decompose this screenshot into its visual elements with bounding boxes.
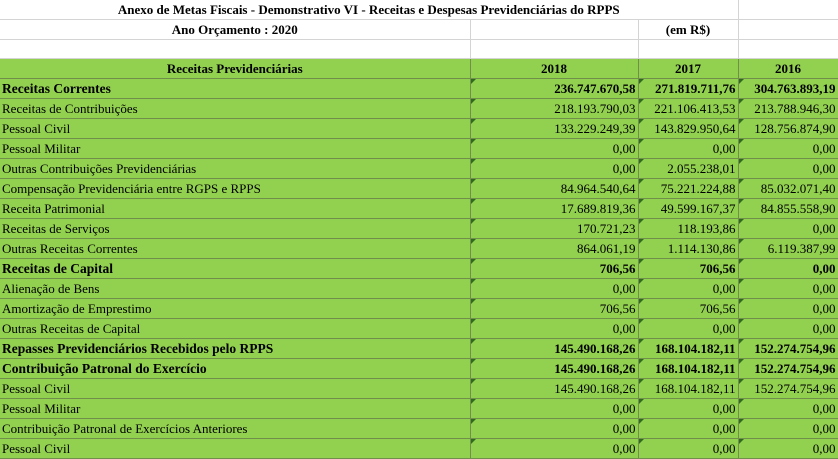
value-2018[interactable]: 0,00 — [470, 279, 638, 299]
value-2016[interactable]: 0,00 — [738, 219, 838, 239]
value-2016[interactable]: 0,00 — [738, 319, 838, 339]
value-2016[interactable]: 0,00 — [738, 299, 838, 319]
table-row — [0, 259, 838, 279]
value-2018[interactable]: 0,00 — [470, 159, 638, 179]
value-2017[interactable]: 706,56 — [638, 299, 738, 319]
row-label[interactable]: Contribuição Patronal de Exercícios Anteriores — [0, 419, 470, 439]
value-2017[interactable]: 271.819.711,76 — [638, 79, 738, 99]
row-label[interactable]: Pessoal Militar — [0, 399, 470, 419]
value-2017[interactable]: 168.104.182,11 — [638, 379, 738, 399]
column-header-2017[interactable]: 2017 — [638, 59, 738, 79]
value-2018[interactable]: 236.747.670,58 — [470, 79, 638, 99]
table-row — [0, 159, 838, 179]
value-2018[interactable]: 17.689.819,36 — [470, 199, 638, 219]
value-2017[interactable]: 75.221.224,88 — [638, 179, 738, 199]
empty-cell[interactable] — [638, 40, 738, 59]
row-label[interactable]: Amortização de Emprestimo — [0, 299, 470, 319]
row-label[interactable]: Repasses Previdenciários Recebidos pelo RPPS — [0, 339, 470, 359]
row-label[interactable]: Outras Receitas Correntes — [0, 239, 470, 259]
value-2017[interactable]: 0,00 — [638, 319, 738, 339]
table-row — [0, 219, 838, 239]
row-label[interactable]: Receitas de Capital — [0, 259, 470, 279]
value-2016[interactable]: 0,00 — [738, 419, 838, 439]
budget-year[interactable]: Ano Orçamento : 2020 — [0, 20, 470, 40]
value-2017[interactable]: 2.055.238,01 — [638, 159, 738, 179]
value-2016[interactable]: 84.855.558,90 — [738, 199, 838, 219]
empty-cell[interactable] — [738, 20, 838, 40]
value-2017[interactable]: 0,00 — [638, 419, 738, 439]
value-2017[interactable]: 1.114.130,86 — [638, 239, 738, 259]
table-row — [0, 99, 838, 119]
value-2016[interactable]: 152.274.754,96 — [738, 379, 838, 399]
row-label[interactable]: Receitas de Serviços — [0, 219, 470, 239]
value-2017[interactable]: 706,56 — [638, 259, 738, 279]
row-label[interactable]: Outras Receitas de Capital — [0, 319, 470, 339]
value-2016[interactable]: 85.032.071,40 — [738, 179, 838, 199]
value-2018[interactable]: 145.490.168,26 — [470, 339, 638, 359]
value-2017[interactable]: 168.104.182,11 — [638, 339, 738, 359]
table-row — [0, 139, 838, 159]
value-2018[interactable]: 0,00 — [470, 139, 638, 159]
value-2018[interactable]: 0,00 — [470, 319, 638, 339]
empty-cell[interactable] — [470, 40, 638, 59]
value-2017[interactable]: 0,00 — [638, 399, 738, 419]
column-header-label[interactable]: Receitas Previdenciárias — [0, 59, 470, 79]
table-row — [0, 419, 838, 439]
table-row — [0, 439, 838, 459]
value-2018[interactable]: 133.229.249,39 — [470, 119, 638, 139]
value-2016[interactable]: 128.756.874,90 — [738, 119, 838, 139]
row-label[interactable]: Pessoal Civil — [0, 379, 470, 399]
table-row — [0, 339, 838, 359]
value-2016[interactable]: 0,00 — [738, 279, 838, 299]
row-label[interactable]: Pessoal Civil — [0, 119, 470, 139]
row-label[interactable]: Pessoal Civil — [0, 439, 470, 459]
value-2016[interactable]: 0,00 — [738, 139, 838, 159]
row-label[interactable]: Receita Patrimonial — [0, 199, 470, 219]
value-2017[interactable]: 0,00 — [638, 279, 738, 299]
row-label[interactable]: Contribuição Patronal do Exercício — [0, 359, 470, 379]
empty-cell[interactable] — [470, 20, 638, 40]
value-2016[interactable]: 0,00 — [738, 399, 838, 419]
value-2016[interactable]: 304.763.893,19 — [738, 79, 838, 99]
value-2016[interactable]: 0,00 — [738, 159, 838, 179]
table-row — [0, 79, 838, 99]
value-2018[interactable]: 218.193.790,03 — [470, 99, 638, 119]
value-2017[interactable]: 118.193,86 — [638, 219, 738, 239]
row-label[interactable]: Alienação de Bens — [0, 279, 470, 299]
value-2018[interactable]: 0,00 — [470, 419, 638, 439]
value-2017[interactable]: 143.829.950,64 — [638, 119, 738, 139]
table-row — [0, 199, 838, 219]
empty-cell[interactable] — [738, 40, 838, 59]
value-2018[interactable]: 170.721,23 — [470, 219, 638, 239]
column-header-2018[interactable]: 2018 — [470, 59, 638, 79]
empty-cell[interactable] — [738, 0, 838, 20]
table-row — [0, 279, 838, 299]
value-2016[interactable]: 6.119.387,99 — [738, 239, 838, 259]
value-2017[interactable]: 168.104.182,11 — [638, 359, 738, 379]
value-2018[interactable]: 864.061,19 — [470, 239, 638, 259]
unit-label[interactable]: (em R$) — [638, 20, 738, 40]
value-2017[interactable]: 0,00 — [638, 439, 738, 459]
table-row — [0, 399, 838, 419]
row-label[interactable]: Outras Contribuições Previdenciárias — [0, 159, 470, 179]
column-header-2016[interactable]: 2016 — [738, 59, 838, 79]
value-2018[interactable]: 0,00 — [470, 439, 638, 459]
empty-cell[interactable] — [0, 40, 470, 59]
row-label[interactable]: Receitas Correntes — [0, 79, 470, 99]
value-2017[interactable]: 221.106.413,53 — [638, 99, 738, 119]
table-row — [0, 379, 838, 399]
value-2017[interactable]: 49.599.167,37 — [638, 199, 738, 219]
value-2018[interactable]: 145.490.168,26 — [470, 379, 638, 399]
value-2018[interactable]: 84.964.540,64 — [470, 179, 638, 199]
value-2016[interactable]: 213.788.946,30 — [738, 99, 838, 119]
value-2016[interactable]: 0,00 — [738, 259, 838, 279]
row-label[interactable]: Pessoal Militar — [0, 139, 470, 159]
table-row — [0, 119, 838, 139]
value-2018[interactable]: 706,56 — [470, 259, 638, 279]
table-row — [0, 319, 838, 339]
value-2018[interactable]: 145.490.168,26 — [470, 359, 638, 379]
row-label[interactable]: Compensação Previdenciária entre RGPS e RPPS — [0, 179, 470, 199]
value-2017[interactable]: 0,00 — [638, 139, 738, 159]
table-row — [0, 239, 838, 259]
value-2016[interactable]: 152.274.754,96 — [738, 359, 838, 379]
value-2018[interactable]: 0,00 — [470, 399, 638, 419]
value-2016[interactable]: 152.274.754,96 — [738, 339, 838, 359]
value-2018[interactable]: 706,56 — [470, 299, 638, 319]
row-label[interactable]: Receitas de Contribuições — [0, 99, 470, 119]
table-row — [0, 299, 838, 319]
table-row — [0, 359, 838, 379]
value-2016[interactable]: 0,00 — [738, 439, 838, 459]
sheet-title[interactable]: Anexo de Metas Fiscais - Demonstrativo VI - Receitas e Despesas Previdenciárias do RPPS — [0, 0, 738, 20]
table-row — [0, 179, 838, 199]
